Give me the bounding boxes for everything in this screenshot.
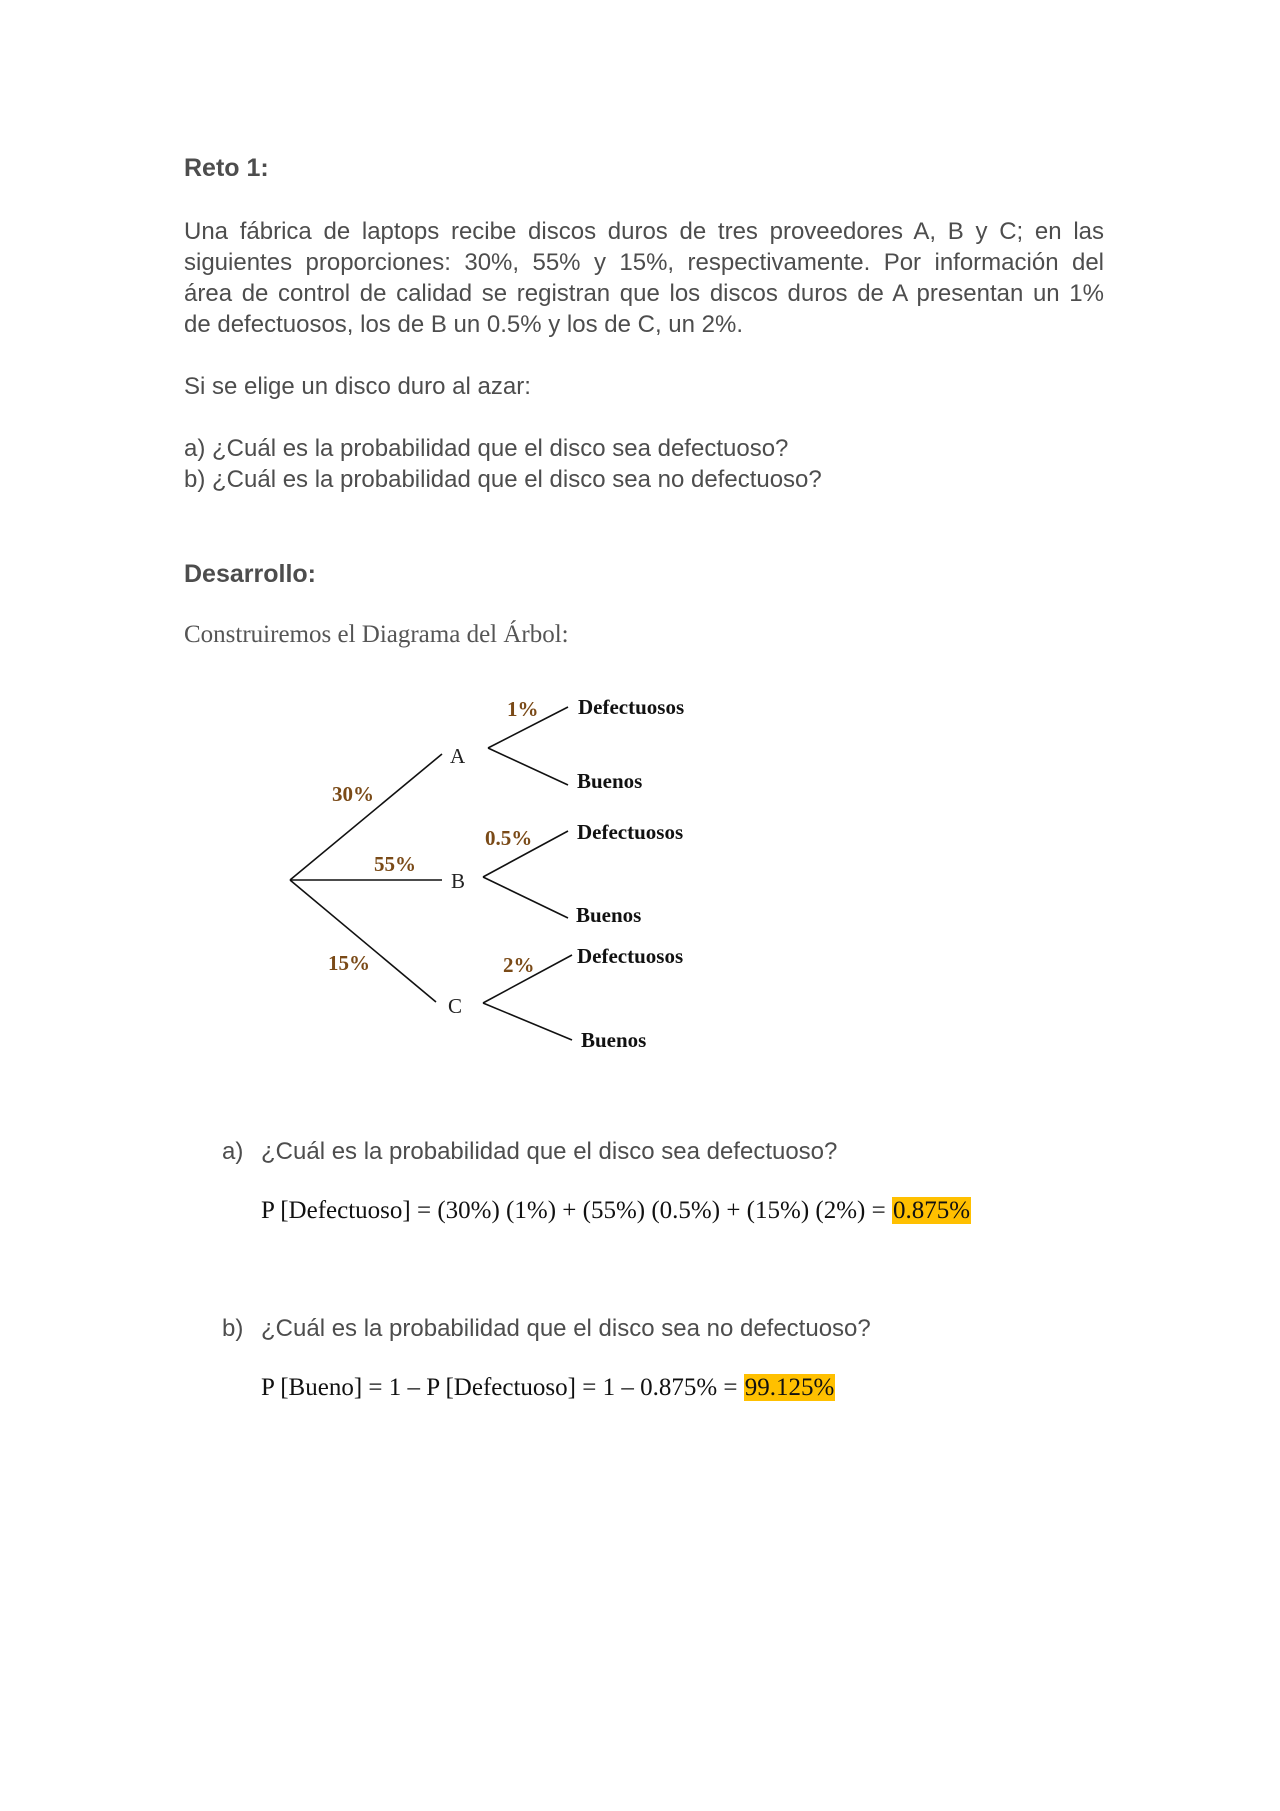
tree-intro: Construiremos el Diagrama del Árbol: [184, 621, 569, 648]
prob-label-b-defective: 0.5% [485, 826, 533, 850]
node-a: A [450, 744, 466, 768]
branch-line-c [290, 880, 436, 1002]
prob-label-a: 30% [332, 782, 374, 806]
answer-a-equation [261, 1197, 971, 1225]
highlighted-result: 0.875% [892, 1197, 971, 1224]
branch-line-c-good [483, 1003, 572, 1040]
random-pick-text: Si se elige un disco duro al azar: [184, 373, 531, 400]
outcome-a-defective: Defectuosos [578, 695, 685, 719]
question-a: a) ¿Cuál es la probabilidad que el disco sea defectuoso? [184, 435, 789, 462]
outcome-b-defective: Defectuosos [577, 820, 684, 844]
prob-label-c: 15% [328, 951, 370, 975]
development-heading: Desarrollo: [184, 560, 316, 588]
branch-line-b-good [483, 877, 568, 918]
question-b: b) ¿Cuál es la probabilidad que el disco sea no defectuoso? [184, 466, 822, 493]
node-c: C [448, 994, 463, 1018]
page-title: Reto 1: [184, 154, 269, 182]
prob-label-c-defective: 2% [503, 953, 535, 977]
highlighted-result: 99.125% [744, 1374, 835, 1401]
prob-label-a-defective: 1% [507, 697, 539, 721]
problem-line: Una fábrica de laptops recibe discos duros de tres proveedores A, B y C; en las [184, 218, 1104, 245]
outcome-c-good: Buenos [581, 1028, 647, 1052]
outcome-a-good: Buenos [577, 769, 643, 793]
equation-text: P [Defectuoso] = (30%) (1%) + (55%) (0.5%) + (15%) (2%) = [261, 1197, 892, 1224]
answer-b-question: ¿Cuál es la probabilidad que el disco sea no defectuoso? [261, 1315, 871, 1342]
outcome-b-good: Buenos [576, 903, 642, 927]
node-b: B [451, 869, 466, 893]
equation-text: P [Bueno] = 1 – P [Defectuoso] = 1 – 0.875% = [261, 1374, 744, 1401]
outcome-c-defective: Defectuosos [577, 944, 684, 968]
answer-b-equation [261, 1374, 835, 1402]
answer-a-question: ¿Cuál es la probabilidad que el disco sea defectuoso? [261, 1138, 838, 1165]
problem-line: de defectuosos, los de B un 0.5% y los de C, un 2%. [184, 311, 744, 338]
answer-b-marker: b) [222, 1315, 244, 1342]
branch-line-a-good [488, 748, 568, 785]
problem-line: siguientes proporciones: 30%, 55% y 15%, respectivamente. Por información del [184, 249, 1104, 276]
branch-line-a [290, 754, 442, 880]
answer-a-marker: a) [222, 1138, 244, 1165]
prob-label-b: 55% [374, 852, 416, 876]
problem-line: área de control de calidad se registran que los discos duros de A presentan un 1% [184, 280, 1104, 307]
